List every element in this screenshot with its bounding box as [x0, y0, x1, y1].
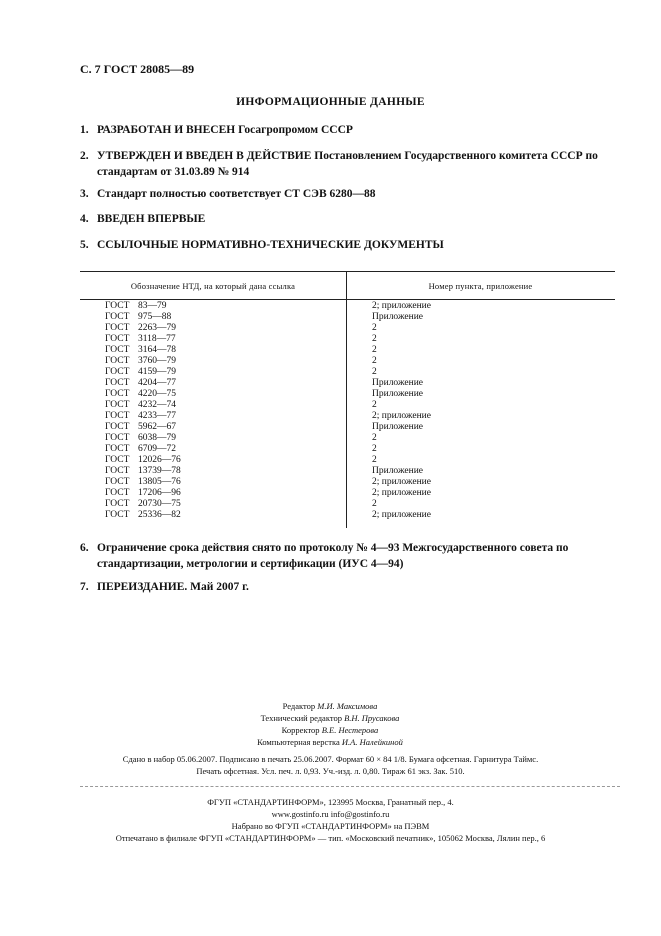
row-standard-number: 2263—79 — [138, 323, 176, 333]
footer-line-3: Набрано во ФГУП «СТАНДАРТИНФОРМ» на ПЭВМ — [231, 821, 430, 831]
row-point: 2 — [372, 444, 377, 454]
table-row — [80, 323, 615, 334]
table-body — [80, 301, 615, 521]
row-standard-number: 3118—77 — [138, 334, 176, 344]
row-gost-label: ГОСТ — [105, 312, 130, 322]
divider — [80, 786, 620, 787]
row-point: Приложение — [372, 312, 423, 322]
table-row — [80, 488, 615, 499]
row-point: 2; приложение — [372, 301, 431, 311]
row-standard-number: 4232—74 — [138, 400, 176, 410]
credit-label: Технический редактор — [260, 713, 342, 723]
table-row — [80, 455, 615, 466]
table-row — [80, 411, 615, 422]
row-point: 2; приложение — [372, 477, 431, 487]
item-text: Ограничение срока действия снято по протоколу № 4—93 Межгосударственного совета по стандартизации, метрологии и сертификации (ИУС 4—94) — [97, 542, 569, 570]
row-gost-label: ГОСТ — [105, 345, 130, 355]
item-number: 2. — [80, 150, 89, 162]
info-item-3 — [80, 186, 620, 202]
item-number: 3. — [80, 188, 89, 200]
info-item-2 — [80, 148, 620, 180]
item-text: РАЗРАБОТАН И ВНЕСЕН Госагропромом СССР — [97, 124, 353, 136]
row-gost-label: ГОСТ — [105, 411, 130, 421]
row-point: 2 — [372, 323, 377, 333]
table-row — [80, 356, 615, 367]
row-standard-number: 6709—72 — [138, 444, 176, 454]
page-header: С. 7 ГОСТ 28085—89 — [80, 62, 195, 76]
credit-editor — [180, 700, 480, 712]
print-info-line-2: Печать офсетная. Усл. печ. л. 0,93. Уч.-изд. л. 0,80. Тираж 61 экз. Зак. 510. — [196, 766, 465, 776]
item-text: ССЫЛОЧНЫЕ НОРМАТИВНО-ТЕХНИЧЕСКИЕ ДОКУМЕНТЫ — [97, 239, 444, 251]
row-standard-number: 12026—76 — [138, 455, 181, 465]
section-title: ИНФОРМАЦИОННЫЕ ДАННЫЕ — [236, 96, 425, 108]
credit-label: Компьютерная верстка — [257, 737, 340, 747]
credit-name: И.А. Налейкиной — [341, 737, 403, 747]
item-number: 1. — [80, 124, 89, 136]
row-point: Приложение — [372, 378, 423, 388]
references-table — [80, 271, 615, 528]
table-header-point: Номер пункта, приложение — [428, 281, 533, 291]
table-row — [80, 378, 615, 389]
credit-name: М.И. Максимова — [317, 701, 378, 711]
row-point: 2 — [372, 400, 377, 410]
row-gost-label: ГОСТ — [105, 378, 130, 388]
row-gost-label: ГОСТ — [105, 488, 130, 498]
table-row — [80, 422, 615, 433]
table-row — [80, 400, 615, 411]
row-standard-number: 3760—79 — [138, 356, 176, 366]
row-point: 2; приложение — [372, 411, 431, 421]
row-point: 2 — [372, 356, 377, 366]
row-gost-label: ГОСТ — [105, 422, 130, 432]
row-gost-label: ГОСТ — [105, 334, 130, 344]
row-point: 2 — [372, 455, 377, 465]
row-gost-label: ГОСТ — [105, 510, 130, 520]
table-row — [80, 389, 615, 400]
table-header-designation: Обозначение НТД, на который дана ссылка — [130, 281, 296, 291]
credit-name: В.Е. Нестерова — [321, 725, 379, 735]
row-standard-number: 4220—75 — [138, 389, 176, 399]
item-number: 6. — [80, 542, 89, 554]
row-standard-number: 4159—79 — [138, 367, 176, 377]
row-point: 2 — [372, 433, 377, 443]
row-gost-label: ГОСТ — [105, 356, 130, 366]
row-standard-number: 4204—77 — [138, 378, 176, 388]
item-text: Стандарт полностью соответствует СТ СЭВ 6280—88 — [97, 188, 376, 200]
row-point: 2 — [372, 367, 377, 377]
table-row — [80, 312, 615, 323]
table-row — [80, 499, 615, 510]
row-standard-number: 3164—78 — [138, 345, 176, 355]
table-row — [80, 477, 615, 488]
row-standard-number: 13805—76 — [138, 477, 181, 487]
table-row — [80, 301, 615, 312]
credit-layout — [180, 736, 480, 748]
row-point: 2; приложение — [372, 488, 431, 498]
row-point: Приложение — [372, 422, 423, 432]
credits-block — [180, 700, 480, 748]
row-gost-label: ГОСТ — [105, 499, 130, 509]
table-row — [80, 510, 615, 521]
row-point: Приложение — [372, 466, 423, 476]
item-text: ВВЕДЕН ВПЕРВЫЕ — [97, 213, 206, 225]
row-gost-label: ГОСТ — [105, 433, 130, 443]
table-top-border — [80, 271, 615, 272]
row-gost-label: ГОСТ — [105, 400, 130, 410]
row-gost-label: ГОСТ — [105, 477, 130, 487]
credit-label: Корректор — [281, 725, 320, 735]
footer-line-2: www.gostinfo.ru info@gostinfo.ru — [271, 809, 390, 819]
row-gost-label: ГОСТ — [105, 466, 130, 476]
row-point: 2 — [372, 334, 377, 344]
row-gost-label: ГОСТ — [105, 323, 130, 333]
table-row — [80, 334, 615, 345]
footer-line-1: ФГУП «СТАНДАРТИНФОРМ», 123995 Москва, Гранатный пер., 4. — [207, 797, 454, 807]
row-standard-number: 17206—96 — [138, 488, 181, 498]
info-item-1 — [80, 122, 620, 138]
item-text: ПЕРЕИЗДАНИЕ. Май 2007 г. — [97, 581, 249, 593]
row-point: 2 — [372, 499, 377, 509]
print-info-line-1: Сдано в набор 05.06.2007. Подписано в печать 25.06.2007. Формат 60 × 84 1/8. Бумага офсетная. Гарнитура Таймс. — [122, 754, 539, 764]
row-standard-number: 25336—82 — [138, 510, 181, 520]
row-gost-label: ГОСТ — [105, 444, 130, 454]
credit-corrector — [180, 724, 480, 736]
row-point: 2; приложение — [372, 510, 431, 520]
info-item-7 — [80, 579, 620, 595]
item-number: 5. — [80, 239, 89, 251]
row-standard-number: 975—88 — [138, 312, 172, 322]
table-row — [80, 367, 615, 378]
row-standard-number: 5962—67 — [138, 422, 176, 432]
item-number: 4. — [80, 213, 89, 225]
row-gost-label: ГОСТ — [105, 455, 130, 465]
row-point: 2 — [372, 345, 377, 355]
table-row — [80, 466, 615, 477]
row-standard-number: 83—79 — [138, 301, 167, 311]
info-item-4 — [80, 211, 620, 227]
row-gost-label: ГОСТ — [105, 367, 130, 377]
row-gost-label: ГОСТ — [105, 389, 130, 399]
row-gost-label: ГОСТ — [105, 301, 130, 311]
credit-label: Редактор — [282, 701, 316, 711]
credit-tech-editor — [180, 712, 480, 724]
row-point: Приложение — [372, 389, 423, 399]
row-standard-number: 20730—75 — [138, 499, 181, 509]
table-header-border — [80, 299, 615, 300]
row-standard-number: 4233—77 — [138, 411, 176, 421]
row-standard-number: 6038—79 — [138, 433, 176, 443]
table-row — [80, 433, 615, 444]
credit-name: В.Н. Прусакова — [344, 713, 400, 723]
item-number: 7. — [80, 581, 89, 593]
info-item-5 — [80, 237, 620, 253]
table-row — [80, 345, 615, 356]
row-standard-number: 13739—78 — [138, 466, 181, 476]
item-text: УТВЕРЖДЕН И ВВЕДЕН В ДЕЙСТВИЕ Постановлением Государственного комитета СССР по стандартам от 31.03.89 № 914 — [97, 150, 598, 178]
info-item-6 — [80, 540, 620, 572]
table-row — [80, 444, 615, 455]
footer-line-4: Отпечатано в филиале ФГУП «СТАНДАРТИНФОРМ» — тип. «Московский печатник», 105062 Москва, Лялин пер., 6 — [115, 833, 546, 843]
